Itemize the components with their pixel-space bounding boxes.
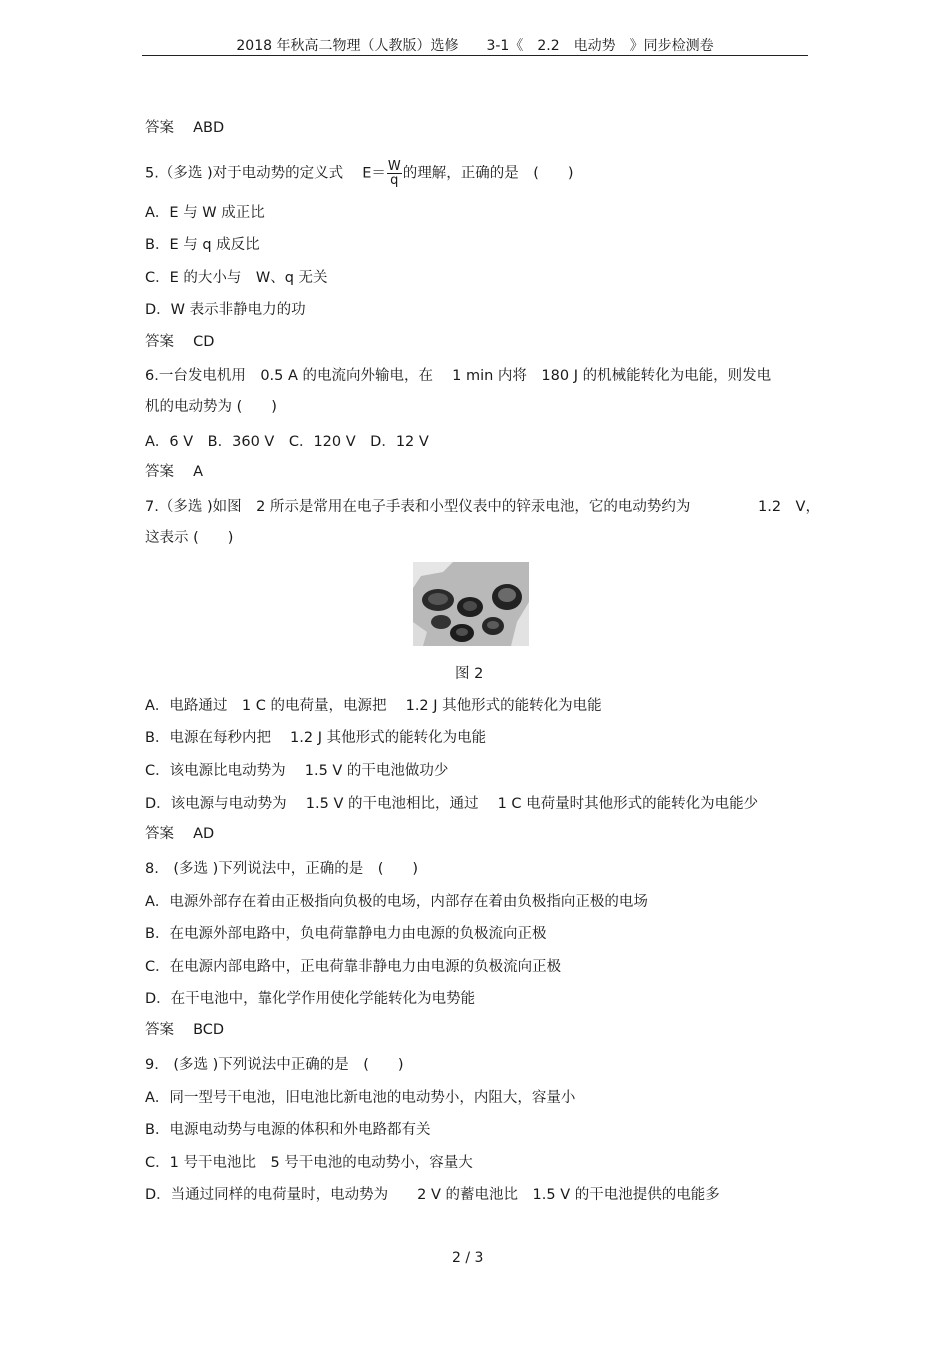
option-7c: C．该电源比电动势为 1.5 V 的干电池做功少 xyxy=(145,763,449,779)
question-6-line1: 6.一台发电机用 0.5 A 的电流向外输电，在 1 min 内将 180 J 的机械能转化为电能，则发电 xyxy=(145,368,772,384)
question-7-line1-end: 1.2 V， xyxy=(758,499,820,515)
option-7a: A．电路通过 1 C 的电荷量，电源把 1.2 J 其他形式的能转化为电能 xyxy=(145,698,602,714)
question-6-options: A．6 V B．360 V C．120 V D．12 V xyxy=(145,434,429,450)
fraction-denominator: q xyxy=(390,173,399,188)
option-9c: C．1 号干电池比 5 号干电池的电动势小，容量大 xyxy=(145,1155,473,1171)
option-8b: B．在电源外部电路中，负电荷靠静电力由电源的负极流向正极 xyxy=(145,926,547,942)
answer-5: 答案 CD xyxy=(145,334,215,350)
question-8-stem: 8. (多选 )下列说法中，正确的是 ( ) xyxy=(145,861,419,877)
option-7d: D．该电源与电动势为 1.5 V 的干电池相比，通过 1 C 电荷量时其他形式的能转化为电能少 xyxy=(145,796,759,812)
answer-previous: 答案 ABD xyxy=(145,120,225,136)
option-5b: B．E 与 q 成反比 xyxy=(145,237,260,253)
figure-caption: 图 2 xyxy=(455,666,484,682)
option-8d: D．在干电池中，靠化学作用使化学能转化为电势能 xyxy=(145,991,476,1007)
option-9b: B．电源电动势与电源的体积和外电路都有关 xyxy=(145,1122,431,1138)
option-5c: C．E 的大小与 W、q 无关 xyxy=(145,270,328,286)
option-7b: B．电源在每秒内把 1.2 J 其他形式的能转化为电能 xyxy=(145,730,487,746)
option-5d: D．W 表示非静电力的功 xyxy=(145,302,306,318)
fraction-numerator: W xyxy=(387,159,401,174)
header-rule xyxy=(142,55,808,56)
answer-6: 答案 A xyxy=(145,464,204,480)
battery-photo-figure xyxy=(413,562,529,646)
question-5-stem-before: 5.（多选 )对于电动势的定义式 E＝ xyxy=(145,165,386,182)
question-5-stem xyxy=(145,160,574,187)
answer-7: 答案 AD xyxy=(145,826,215,842)
question-6-line2: 机的电动势为 ( ) xyxy=(145,399,277,415)
question-5-stem-after: 的理解，正确的是 ( ) xyxy=(402,165,574,182)
page-header: 2018 年秋高二物理（人教版）选修 3-1《 2.2 电动势 》同步检测卷 xyxy=(236,38,714,54)
formula-fraction xyxy=(387,160,402,187)
option-9d: D．当通过同样的电荷量时，电动势为 2 V 的蓄电池比 1.5 V 的干电池提供的电能多 xyxy=(145,1187,720,1203)
option-9a: A．同一型号干电池，旧电池比新电池的电动势小，内阻大，容量小 xyxy=(145,1090,576,1106)
option-8a: A．电源外部存在着由正极指向负极的电场，内部存在着由负极指向正极的电场 xyxy=(145,894,648,910)
page-number: 2 / 3 xyxy=(452,1250,484,1266)
answer-8: 答案 BCD xyxy=(145,1022,225,1038)
option-8c: C．在电源内部电路中，正电荷靠非静电力由电源的负极流向正极 xyxy=(145,959,562,975)
question-7-line1: 7.（多选 )如图 2 所示是常用在电子手表和小型仪表中的锌汞电池，它的电动势约为 xyxy=(145,499,691,515)
question-9-stem: 9. (多选 )下列说法中正确的是 ( ) xyxy=(145,1057,404,1073)
option-5a: A．E 与 W 成正比 xyxy=(145,205,265,221)
question-7-line2: 这表示 ( ) xyxy=(145,530,234,546)
